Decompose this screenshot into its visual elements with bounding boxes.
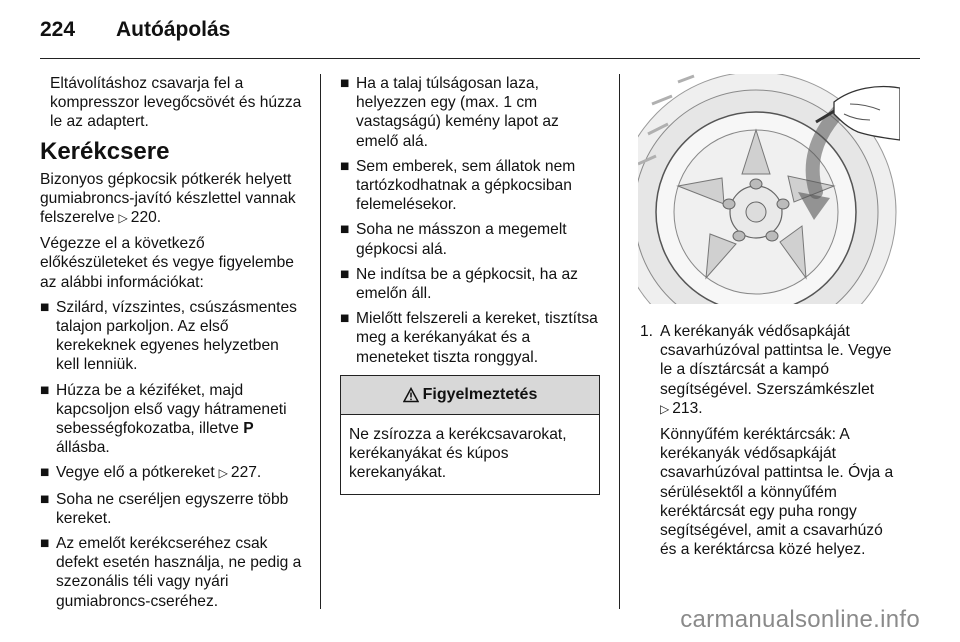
warning-header: [341, 376, 599, 415]
list-item: ■ Az emelőt kerékcseréhez csak defekt esetén használja, ne pedig a szezonális téli vagy nyári gumiabroncs-cseréhez.: [40, 535, 302, 610]
column-middle: [340, 74, 602, 495]
watermark-text: carmanualsonline.info: [680, 606, 920, 633]
step-number: 1.: [640, 323, 654, 340]
safety-list: [340, 74, 602, 367]
step-item: 1. A kerékanyák védősapkáját csavarhúzóval pattintsa le. Vegye le a dísztárcsát a kampó segítségével. Szerszámkészlet ▷ 213. Könnyűfém keréktárcsák: A kerékanyák védősapkáját csavarhúzóval pattintsa le. Óvja a sérülésektől a könnyűfém keréktárcsát egy puha rongy segítségével, amit a csavarhúzó és a keréktárcsa közé helyez.: [638, 322, 900, 559]
page-ref-icon: ▷: [118, 211, 128, 226]
list-item: ■ Húzza be a kéziféket, majd kapcsoljon első vagy hátrameneti sebességfokozatba, illetve P állásba.: [40, 381, 287, 457]
step-list: [638, 322, 900, 559]
paragraph-preparations: Végezze el a következő előkészületeket és vegye figyelembe az alábbi információkat:: [40, 235, 294, 291]
warning-text: Ne zsírozza a kerékcsavarokat, kerékanyákat és kúpos kerekanyákat.: [349, 425, 567, 482]
list-item: ■ Mielőtt felszereli a kereket, tisztítsa meg a kerékanyákat és a meneteket tiszta ronggyal.: [340, 310, 598, 366]
bullet-icon: ■: [40, 535, 50, 553]
column-divider-2: [619, 74, 620, 609]
bullet-icon: ■: [40, 490, 50, 508]
bullet-icon: ■: [340, 310, 350, 328]
header-divider: [40, 58, 920, 59]
bullet-icon: ■: [40, 298, 50, 316]
page-ref-icon: ▷: [218, 466, 228, 481]
wheel-hubcap-illustration: [638, 74, 900, 304]
chapter-title: Autóápolás: [116, 18, 231, 41]
page-ref[interactable]: 213.: [672, 399, 703, 417]
column-left: [40, 74, 306, 617]
column-divider-1: [320, 74, 321, 609]
paragraph-spare-wheel: Bizonyos gépkocsik pótkerék helyett gumiabroncs-javító készlettel vannak felszerelve ▷ 220.: [40, 170, 306, 229]
column-right: [638, 74, 900, 565]
intro-paragraph: Eltávolításhoz csavarja fel a kompresszor levegőcsövét és húzza le az adaptert.: [50, 75, 302, 131]
gear-letter: P: [243, 420, 254, 438]
list-item: ■ Ne indítsa be a gépkocsit, ha az emelőn áll.: [340, 265, 578, 303]
preparation-list: [40, 298, 306, 611]
page-ref-icon: ▷: [660, 401, 670, 416]
page-ref[interactable]: 227.: [230, 464, 262, 482]
list-item: ■ Soha ne cseréljen egyszerre több kereket.: [40, 490, 289, 527]
list-item: ■ Ha a talaj túlságosan laza, helyezzen egy (max. 1 cm vastagságú) kemény lapot az emelő alá.: [340, 75, 559, 150]
wheel-illustration-graphic: [638, 74, 900, 304]
warning-box: [340, 375, 600, 496]
section-heading: Kerékcsere: [40, 137, 170, 165]
list-item: ■ Szilárd, vízszintes, csúszásmentes talajon parkoljon. Az első kerekeknek egyenes helyzetben kell lenniük.: [40, 298, 297, 374]
bullet-icon: ■: [340, 157, 350, 175]
step-sub-paragraph: Könnyűfém keréktárcsák: A kerékanyák védősapkáját csavarhúzóval pattintsa le. Óvja a sérülésektől a könnyűfém keréktárcsát egy puha rongy segítségével, amit a csavarhúzó és a keréktárcsa közé helyez.: [660, 426, 894, 559]
bullet-icon: ■: [340, 221, 350, 239]
warning-title: Figyelmeztetés: [422, 386, 538, 404]
warning-triangle-icon: [403, 387, 419, 403]
bullet-icon: ■: [340, 75, 350, 92]
list-item: ■ Sem emberek, sem állatok nem tartózkodhatnak a gépkocsiban felemelésekor.: [340, 157, 576, 214]
bullet-icon: ■: [40, 464, 50, 482]
bullet-icon: ■: [40, 381, 50, 399]
bullet-icon: ■: [340, 265, 350, 283]
page-number: 224: [40, 18, 76, 41]
list-item: ■ Soha ne másszon a megemelt gépkocsi alá.: [340, 221, 567, 258]
page-ref[interactable]: 220.: [130, 209, 162, 227]
list-item: ■ Vegye elő a pótkereket ▷ 227.: [40, 463, 306, 483]
